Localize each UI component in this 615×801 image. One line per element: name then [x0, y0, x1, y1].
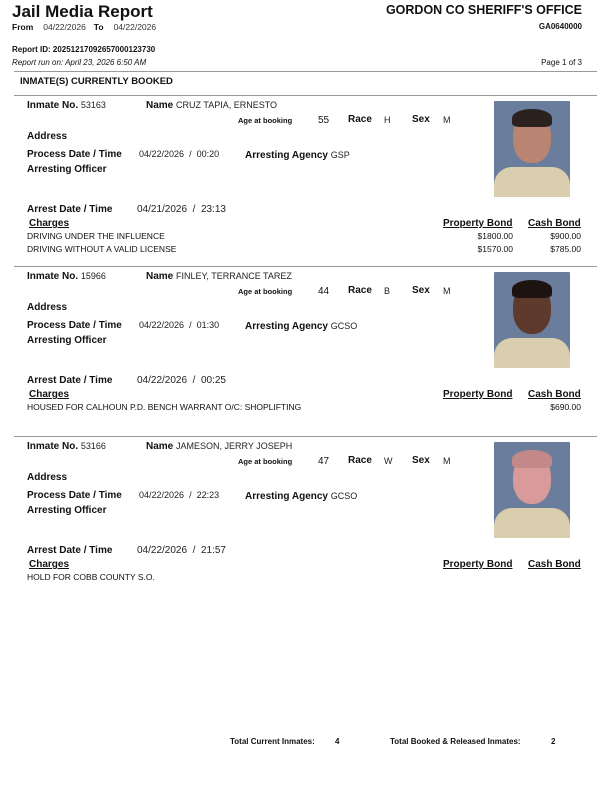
race-value: W — [384, 456, 393, 466]
mugshot-photo — [494, 101, 570, 197]
process-datetime: 04/22/2026 / 00:20 — [139, 149, 220, 159]
age-label: Age at booking — [238, 116, 293, 125]
officer-label: Arresting Officer — [27, 505, 107, 516]
name-field: Name CRUZ TAPIA, ERNESTO — [146, 100, 278, 111]
race-value: B — [384, 286, 391, 296]
age-value: 44 — [318, 286, 330, 297]
cash-bond-header: Cash Bond — [528, 559, 581, 570]
property-bond-value: $1800.00 — [477, 231, 513, 241]
sex-value: M — [443, 115, 451, 125]
property-bond-value: $1570.00 — [477, 244, 513, 254]
agency-field: Arresting Agency GCSO — [245, 321, 358, 332]
total-current-label: Total Current Inmates: — [230, 737, 315, 746]
name-field: Name FINLEY, TERRANCE TAREZ — [146, 271, 292, 282]
process-label: Process Date / Time — [27, 490, 122, 501]
arrest-label: Arrest Date / Time — [27, 204, 113, 215]
report-run-on: Report run on: April 23, 2026 6:50 AM — [12, 58, 147, 67]
mugshot-photo — [494, 442, 570, 538]
cash-bond-value: $900.00 — [550, 231, 581, 241]
to-label: To — [93, 22, 104, 32]
inmate-no-field: Inmate No. 15966 — [27, 271, 106, 282]
arrest-label: Arrest Date / Time — [27, 375, 113, 386]
address-label: Address — [27, 131, 68, 142]
total-current-value: 4 — [335, 737, 340, 746]
inmate-no-field: Inmate No. 53163 — [27, 100, 106, 111]
arrest-datetime: 04/22/2026 / 21:57 — [137, 545, 226, 556]
charge-description: DRIVING WITHOUT A VALID LICENSE — [27, 244, 177, 254]
agency-name: GORDON CO SHERIFF'S OFFICE — [385, 3, 582, 17]
age-label: Age at booking — [238, 457, 293, 466]
age-value: 55 — [318, 115, 330, 126]
divider — [14, 436, 597, 437]
inmate-no-field: Inmate No. 53166 — [27, 441, 106, 452]
officer-label: Arresting Officer — [27, 164, 107, 175]
race-label: Race — [348, 114, 372, 125]
sex-value: M — [443, 456, 451, 466]
agency-field: Arresting Agency GSP — [245, 150, 350, 161]
arrest-datetime: 04/21/2026 / 23:13 — [137, 204, 226, 215]
cash-bond-header: Cash Bond — [528, 389, 581, 400]
total-released-value: 2 — [551, 737, 556, 746]
officer-label: Arresting Officer — [27, 335, 107, 346]
report-id: Report ID: 20251217092657000123730 — [12, 45, 156, 54]
process-datetime: 04/22/2026 / 22:23 — [139, 490, 220, 500]
sex-label: Sex — [412, 114, 430, 125]
divider — [14, 71, 597, 72]
cash-bond-value: $690.00 — [550, 402, 581, 412]
divider — [14, 266, 597, 267]
property-bond-header: Property Bond — [443, 559, 513, 570]
property-bond-header: Property Bond — [443, 218, 513, 229]
property-bond-header: Property Bond — [443, 389, 513, 400]
date-range — [12, 22, 164, 32]
report-title: Jail Media Report — [12, 2, 153, 21]
from-date: 04/22/2026 — [43, 22, 86, 32]
charges-header: Charges — [29, 389, 70, 400]
race-label: Race — [348, 455, 372, 466]
agency-code: GA0640000 — [538, 22, 582, 31]
race-label: Race — [348, 285, 372, 296]
section-title: INMATE(S) CURRENTLY BOOKED — [20, 76, 173, 87]
page-number: Page 1 of 3 — [541, 58, 582, 67]
race-value: H — [384, 115, 391, 125]
sex-label: Sex — [412, 285, 430, 296]
to-date: 04/22/2026 — [113, 22, 157, 32]
name-field: Name JAMESON, JERRY JOSEPH — [146, 441, 293, 452]
address-label: Address — [27, 302, 68, 313]
age-value: 47 — [318, 456, 330, 467]
agency-field: Arresting Agency GCSO — [245, 491, 358, 502]
cash-bond-value: $785.00 — [550, 244, 581, 254]
cash-bond-header: Cash Bond — [528, 218, 581, 229]
address-label: Address — [27, 472, 68, 483]
age-label: Age at booking — [238, 287, 293, 296]
charge-description: HOUSED FOR CALHOUN P.D. BENCH WARRANT O/C: SHOPLIFTING — [27, 402, 302, 412]
process-datetime: 04/22/2026 / 01:30 — [139, 320, 220, 330]
total-released-label: Total Booked & Released Inmates: — [390, 737, 521, 746]
mugshot-photo — [494, 272, 570, 368]
charges-header: Charges — [29, 218, 70, 229]
charge-description: HOLD FOR COBB COUNTY S.O. — [27, 572, 155, 582]
arrest-datetime: 04/22/2026 / 00:25 — [137, 375, 226, 386]
from-label: From — [12, 22, 34, 32]
charges-header: Charges — [29, 559, 70, 570]
process-label: Process Date / Time — [27, 149, 122, 160]
arrest-label: Arrest Date / Time — [27, 545, 113, 556]
sex-label: Sex — [412, 455, 430, 466]
divider — [14, 95, 597, 96]
sex-value: M — [443, 286, 451, 296]
charge-description: DRIVING UNDER THE INFLUENCE — [27, 231, 165, 241]
process-label: Process Date / Time — [27, 320, 122, 331]
